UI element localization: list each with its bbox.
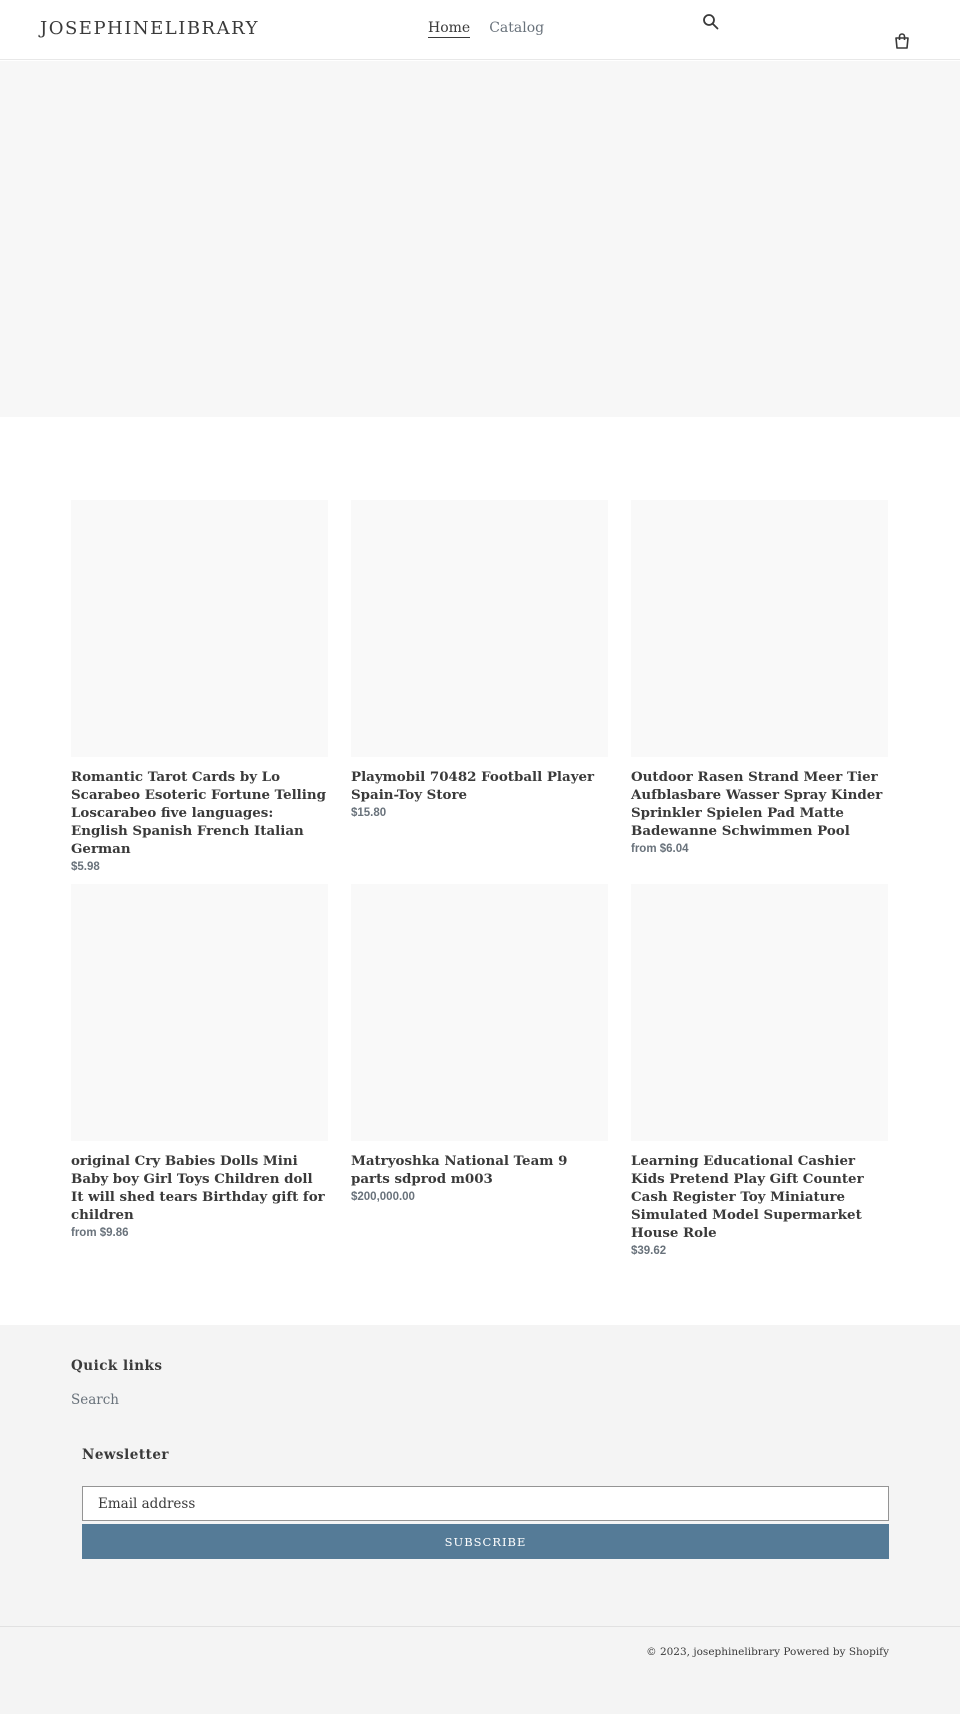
email-input[interactable] xyxy=(82,1486,889,1521)
main-nav xyxy=(428,20,544,38)
product-price: $200,000.00 xyxy=(351,1191,415,1203)
subscribe-button[interactable]: SUBSCRIBE xyxy=(82,1524,889,1559)
product-card[interactable] xyxy=(351,884,608,1203)
hero-banner xyxy=(0,61,960,417)
copyright-store-link[interactable]: josephinelibrary xyxy=(693,1646,781,1658)
product-card[interactable] xyxy=(71,500,328,873)
product-card[interactable] xyxy=(351,500,608,819)
site-footer xyxy=(0,1325,960,1714)
product-title[interactable]: Learning Educational Cashier Kids Pretend Play Gift Counter Cash Register Toy Miniature Simulated Model Supermarket House Role xyxy=(631,1153,864,1241)
product-title[interactable]: Matryoshka National Team 9 parts sdprod m003 xyxy=(351,1153,568,1187)
site-header xyxy=(0,0,960,60)
product-price: $15.80 xyxy=(351,807,387,819)
copyright xyxy=(646,1646,889,1658)
footer-divider xyxy=(0,1626,960,1627)
product-card[interactable] xyxy=(631,500,888,855)
product-title[interactable]: Outdoor Rasen Strand Meer Tier Aufblasbare Wasser Spray Kinder Sprinkler Spielen Pad Matte Badewanne Schwimmen Pool xyxy=(631,769,883,839)
newsletter-heading: Newsletter xyxy=(82,1447,170,1463)
product-image[interactable] xyxy=(631,500,888,757)
product-price: $39.62 xyxy=(631,1245,667,1257)
nav-catalog[interactable]: Catalog xyxy=(489,20,545,36)
copyright-prefix: © 2023, xyxy=(646,1646,691,1658)
search-icon[interactable] xyxy=(702,13,720,31)
product-image[interactable] xyxy=(351,500,608,757)
product-title[interactable]: Romantic Tarot Cards by Lo Scarabeo Esoteric Fortune Telling Loscarabeo five languages: English Spanish French Italian German xyxy=(71,769,326,857)
powered-by-link[interactable]: Powered by Shopify xyxy=(783,1646,889,1658)
product-card[interactable] xyxy=(71,884,328,1239)
product-price: $5.98 xyxy=(71,861,100,873)
product-image[interactable] xyxy=(71,884,328,1141)
quick-links-heading: Quick links xyxy=(71,1358,163,1374)
product-image[interactable] xyxy=(631,884,888,1141)
product-image[interactable] xyxy=(351,884,608,1141)
product-image[interactable] xyxy=(71,500,328,757)
cart-icon[interactable] xyxy=(893,32,911,50)
nav-home[interactable]: Home xyxy=(428,20,471,36)
product-price: from $6.04 xyxy=(631,843,689,855)
product-title[interactable]: original Cry Babies Dolls Mini Baby boy Girl Toys Children doll It will shed tears Birthday gift for children xyxy=(71,1153,325,1223)
footer-link-search[interactable]: Search xyxy=(71,1392,119,1408)
product-card[interactable] xyxy=(631,884,888,1257)
product-price: from $9.86 xyxy=(71,1227,129,1239)
product-title[interactable]: Playmobil 70482 Football Player Spain-Toy Store xyxy=(351,769,595,803)
site-logo[interactable]: JOSEPHINELIBRARY xyxy=(40,18,259,39)
